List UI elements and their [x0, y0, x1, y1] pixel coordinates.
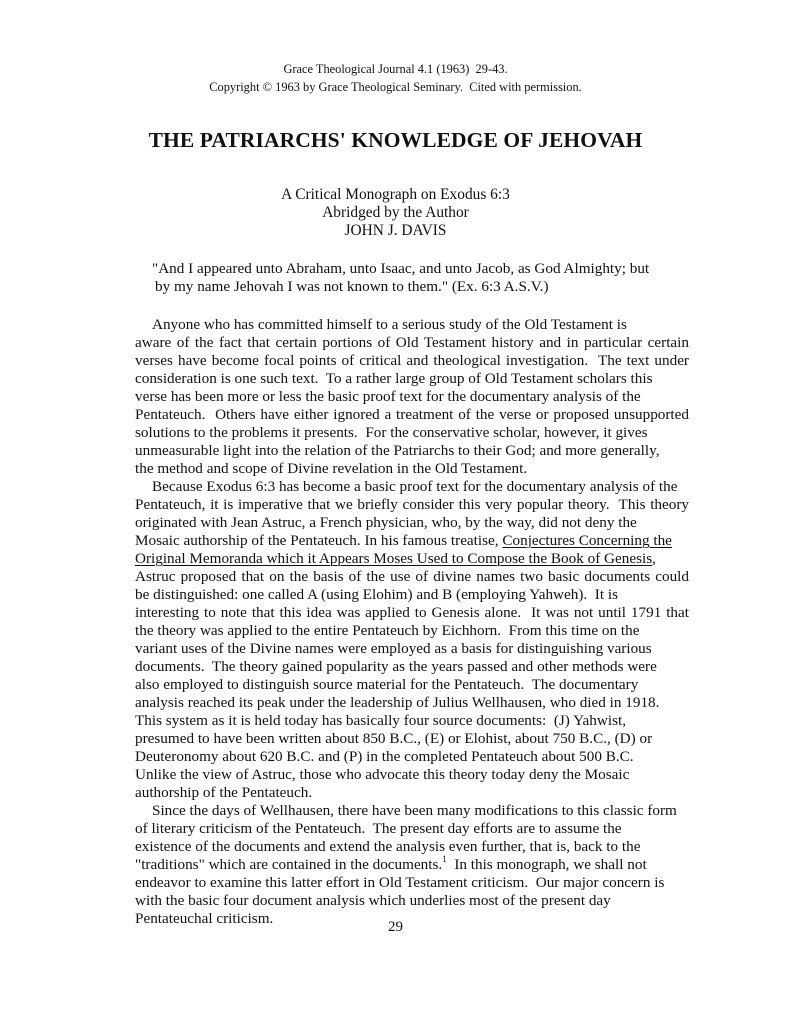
text-line: documents. The theory gained popularity as the years passed and other methods were: [135, 658, 657, 675]
text-line: Astruc proposed that on the basis of the use of divine names two basic documents could: [135, 568, 689, 585]
text-line: Unlike the view of Astruc, those who advocate this theory today deny the Mosaic: [135, 766, 630, 783]
text-line: Pentateuch. Others have either ignored a treatment of the verse or proposed unsupported: [135, 406, 689, 423]
text-line: with the basic four document analysis which underlies most of the present day: [135, 892, 611, 909]
text-line: variant uses of the Divine names were employed as a basis for distinguishing various: [135, 640, 652, 657]
text-segment: Mosaic authorship of the Pentateuch. In his famous treatise,: [135, 532, 503, 549]
text-line: Deuteronomy about 620 B.C. and (P) in the completed Pentateuch about 500 B.C.: [135, 748, 634, 765]
article-title: THE PATRIARCHS' KNOWLEDGE OF JEHOVAH: [148, 128, 643, 152]
text-line: endeavor to examine this latter effort in Old Testament criticism. Our major concern is: [135, 874, 665, 891]
author-name: JOHN J. DAVIS: [344, 222, 447, 239]
text-line: originated with Jean Astruc, a French physician, who, by the way, did not deny the: [135, 514, 637, 531]
subtitle-abridged: Abridged by the Author: [322, 204, 469, 221]
text-line: of literary criticism of the Pentateuch. The present day efforts are to assume the: [135, 820, 622, 837]
text-line: [135, 550, 689, 568]
text-line: This system as it is held today has basically four source documents: (J) Yahwist,: [135, 712, 626, 729]
text-line: presumed to have been written about 850 B.C., (E) or Elohist, about 750 B.C., (D) or: [135, 730, 653, 747]
text-line: consideration is one such text. To a rather large group of Old Testament scholars this: [135, 370, 653, 387]
text-segment: In this monograph, we shall not: [446, 856, 647, 873]
epigraph-line-2: by my name Jehovah I was not known to them." (Ex. 6:3 A.S.V.): [155, 278, 549, 295]
journal-citation: Grace Theological Journal 4.1 (1963) 29-43.: [283, 62, 508, 76]
text-line: also employed to distinguish source material for the Pentateuch. The documentary: [135, 676, 639, 693]
text-line: [135, 532, 689, 550]
text-line: be distinguished: one called A (using Elohim) and B (employing Yahweh). It is: [135, 586, 618, 603]
text-line: solutions to the problems it presents. For the conservative scholar, however, it gives: [135, 424, 648, 441]
text-line: Because Exodus 6:3 has become a basic proof text for the documentary analysis of the: [152, 478, 678, 495]
text-line: Since the days of Wellhausen, there have been many modifications to this classic form: [152, 802, 677, 819]
subtitle-line: A Critical Monograph on Exodus 6:3: [281, 186, 510, 203]
text-line: Anyone who has committed himself to a serious study of the Old Testament is: [152, 316, 627, 333]
text-line: the method and scope of Divine revelation in the Old Testament.: [135, 460, 528, 477]
copyright-notice: Copyright © 1963 by Grace Theological Seminary. Cited with permission.: [209, 80, 582, 94]
text-line: interesting to note that this idea was applied to Genesis alone. It was not until 1791 that: [135, 604, 689, 621]
page-number: 29: [388, 919, 403, 935]
text-segment: "traditions" which are contained in the documents.: [135, 856, 443, 873]
treatise-title: Conjectures Concerning the: [502, 532, 672, 549]
text-line: unmeasurable light into the relation of the Patriarchs to their God; and more generally,: [135, 442, 660, 459]
epigraph-line-1: "And I appeared unto Abraham, unto Isaac, and unto Jacob, as God Almighty; but: [152, 260, 650, 277]
text-line: existence of the documents and extend the analysis even further, that is, back to the: [135, 838, 641, 855]
footnote-marker[interactable]: 1: [442, 853, 447, 864]
text-line: the theory was applied to the entire Pentateuch by Eichhorn. From this time on the: [135, 622, 640, 639]
text-line: [135, 853, 689, 874]
text-segment: ,: [652, 550, 656, 567]
text-line: analysis reached its peak under the leadership of Julius Wellhausen, who died in 1918.: [135, 694, 660, 711]
text-line: verse has been more or less the basic proof text for the documentary analysis of the: [135, 388, 641, 405]
text-line: verses have become focal points of critical and theological investigation. The text under: [135, 352, 689, 369]
text-line: Pentateuchal criticism.: [135, 910, 274, 927]
text-line: Pentateuch, it is imperative that we briefly consider this very popular theory. This theory: [135, 496, 689, 513]
text-line: authorship of the Pentateuch.: [135, 784, 313, 801]
treatise-title-continued: Original Memoranda which it Appears Moses Used to Compose the Book of Genesis: [135, 550, 653, 567]
text-line: aware of the fact that certain portions of Old Testament history and in particular certain: [135, 334, 689, 351]
